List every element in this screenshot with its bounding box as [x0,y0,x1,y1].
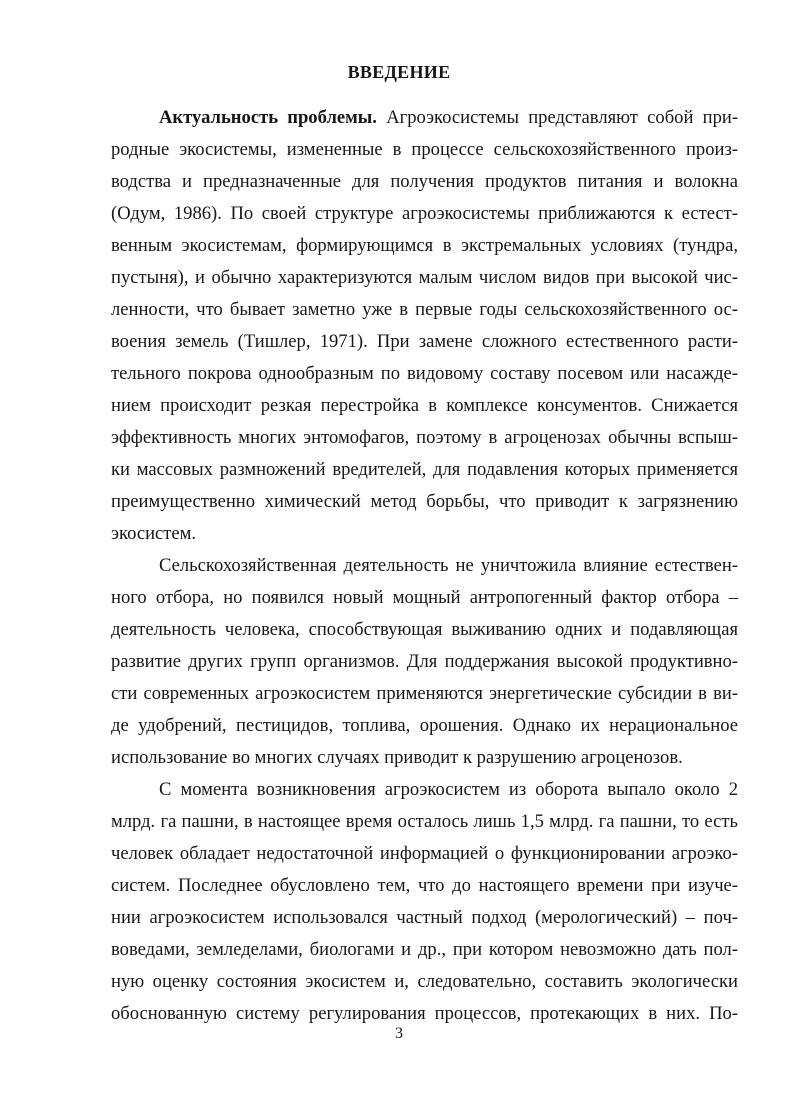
paragraph-1-line: (Одум, 1986). По своей структуре агроэкосистемы приближаются к естест- [111,203,738,224]
paragraph-2-line: де удобрений, пестицидов, топлива, орошения. Однако их нерациональное [111,715,738,736]
paragraph-1-line: ки массовых размножений вредителей, для подавления которых применяется [111,459,738,480]
paragraph-3-line: обоснованную систему регулирования процессов, протекающих в них. По- [111,1003,738,1024]
paragraph-3-line: воведами, земледелами, биологами и др., при котором невозможно дать пол- [111,939,738,960]
paragraph-2-line: ного отбора, но появился новый мощный антропогенный фактор отбора – [111,587,738,608]
paragraph-3-line: человек обладает недостаточной информацией о функционировании агроэко- [111,843,738,864]
paragraph-1-line: пустыня), и обычно характеризуются малым числом видов при высокой чис- [111,267,738,288]
paragraph-3-line: млрд. га пашни, в настоящее время осталось лишь 1,5 млрд. га пашни, то есть [111,811,738,832]
paragraph-1-line: преимущественно химический метод борьбы, что приводит к загрязнению [111,491,738,512]
paragraph-1-line: эффективность многих энтомофагов, поэтому в агроценозах обычны вспыш- [111,427,738,448]
paragraph-2-line: Сельскохозяйственная деятельность не уничтожила влияние естествен- [159,555,738,576]
paragraph-1-line: воения земель (Тишлер, 1971). При замене сложного естественного расти- [111,331,738,352]
paragraph-1-line: тельного покрова однообразным по видовому составу посевом или насажде- [111,363,738,384]
paragraph-2-line: сти современных агроэкосистем применяются энергетические субсидии в ви- [111,683,738,704]
paragraph-1-line: Актуальность проблемы. Агроэкосистемы представляют собой при- [159,107,739,128]
paragraph-1-line: ленности, что бывает заметно уже в первые годы сельскохозяйственного ос- [111,299,738,320]
paragraph-1-line: венным экосистемам, формирующимся в экстремальных условиях (тундра, [111,235,738,256]
paragraph-2-line: деятельность человека, способствующая выживанию одних и подавляющая [111,619,738,640]
paragraph-3-line: С момента возникновения агроэкосистем из оборота выпало около 2 [159,779,738,800]
paragraph-3-line: ную оценку состояния экосистем и, следовательно, составить экологически [111,971,738,992]
paragraph-lead: Актуальность проблемы. [159,107,377,128]
paragraph-2-line: развитие других групп организмов. Для поддержания высокой продуктивно- [111,651,738,672]
page-number: 3 [395,1025,403,1042]
paragraph-2-line: использование во многих случаях приводит к разрушению агроценозов. [111,747,683,768]
paragraph-3-line: нии агроэкосистем использовался частный подход (мерологический) – поч- [111,907,738,928]
paragraph-1-line: водства и предназначенные для получения продуктов питания и волокна [111,171,738,192]
paragraph-3-line: систем. Последнее обусловлено тем, что до настоящего времени при изуче- [111,875,738,896]
paragraph-1-line: экосистем. [111,523,197,544]
page-title: ВВЕДЕНИЕ [347,62,451,82]
paragraph-1-line: нием происходит резкая перестройка в комплексе консументов. Снижается [111,395,738,416]
paragraph-1-line: родные экосистемы, измененные в процессе сельскохозяйственного произ- [111,139,738,160]
